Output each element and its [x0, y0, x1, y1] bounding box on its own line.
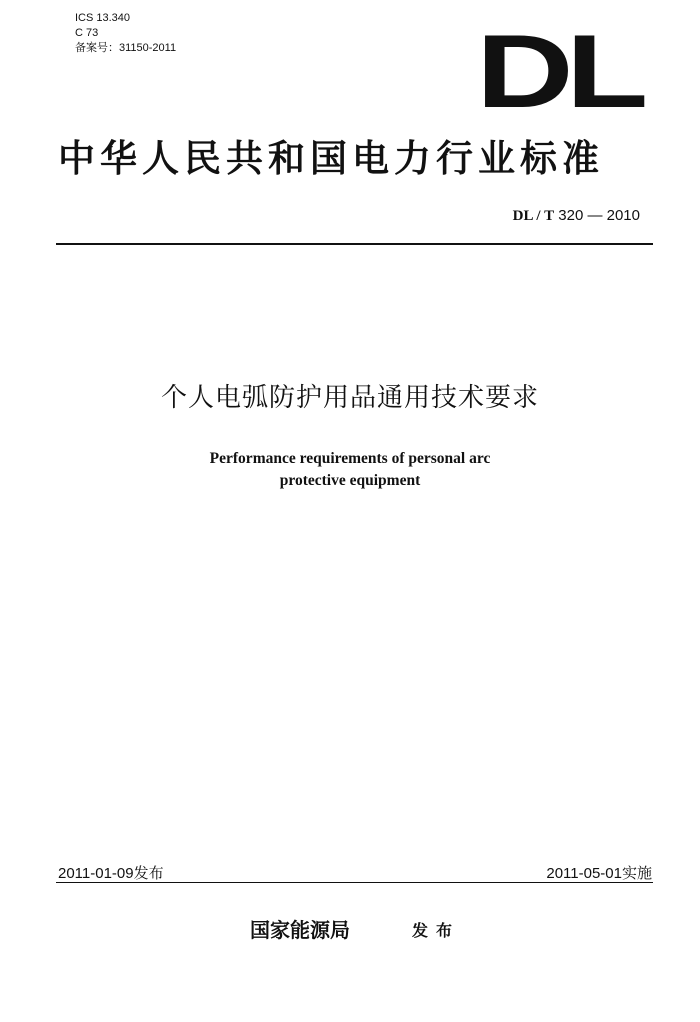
title-en-line-2: protective equipment	[279, 472, 421, 489]
document-title-en	[0, 448, 700, 492]
ics-code: ICS 13.340	[75, 12, 131, 24]
standard-code: 320 — 2010	[558, 207, 640, 224]
footer-divider	[56, 882, 653, 883]
standard-number	[513, 207, 640, 225]
document-title-cn: 个人电弧防护用品通用技术要求	[160, 383, 539, 413]
publish-label: 发布	[412, 921, 461, 940]
industry-standard-title: 中华人民共和国电力行业标准	[58, 136, 604, 180]
header-divider	[56, 243, 653, 245]
issue-date: 2011-01-09发布	[58, 865, 164, 882]
implementation-date: 2011-05-01实施	[546, 865, 652, 882]
publisher-name: 国家能源局	[250, 918, 350, 942]
title-en-line-1: Performance requirements of personal arc	[209, 450, 491, 467]
dl-logo: DL	[476, 14, 641, 130]
standard-prefix: DL / T	[512, 208, 555, 224]
record-number: 备案号：31150-2011	[75, 42, 177, 54]
classification-block	[75, 11, 176, 56]
ccs-code: C 73	[75, 27, 99, 39]
